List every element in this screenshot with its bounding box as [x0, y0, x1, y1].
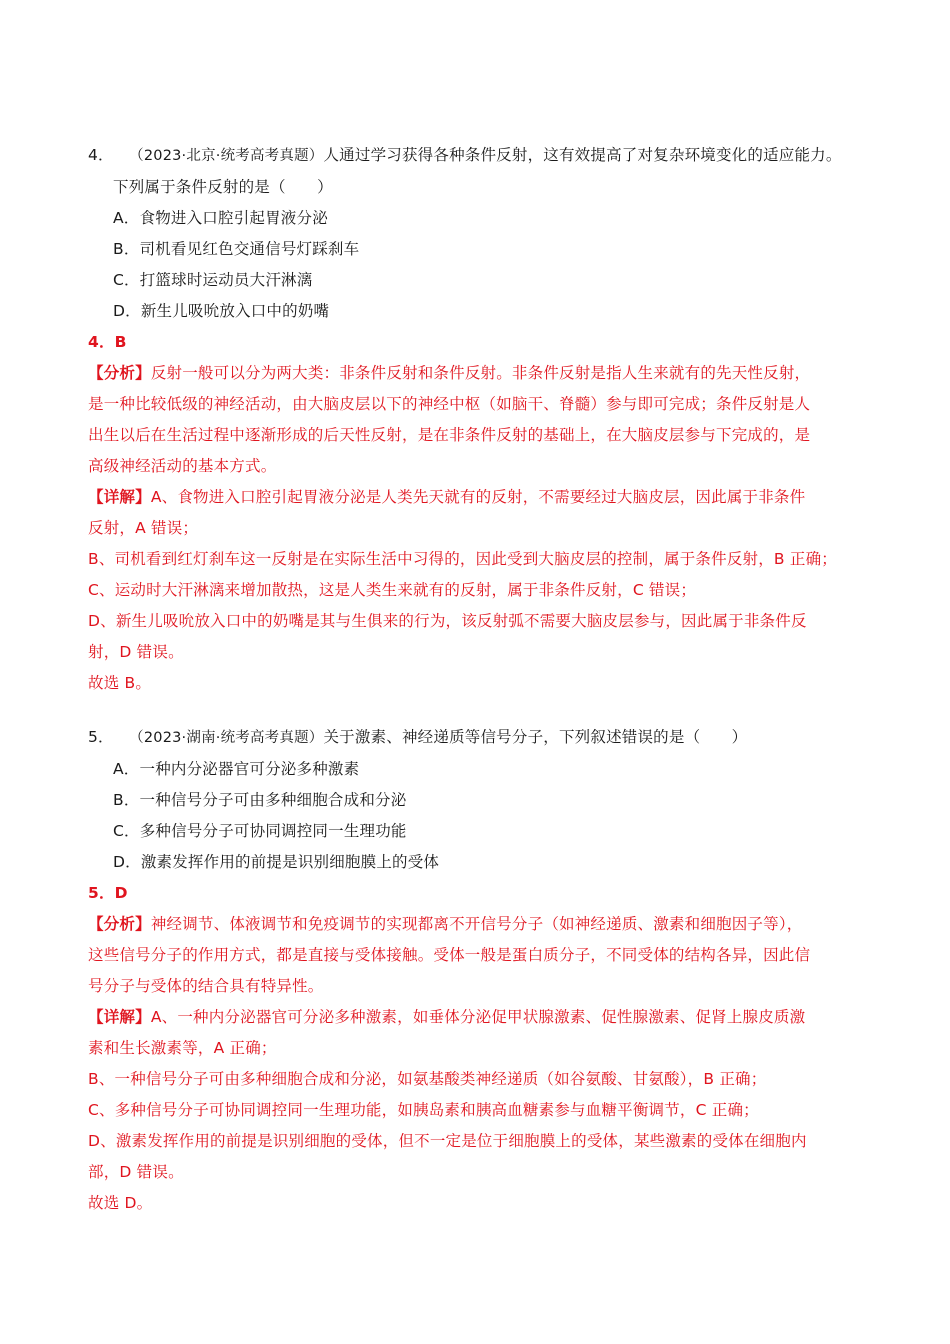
detail-line: B、一种信号分子可由多种细胞合成和分泌，如氨基酸类神经递质（如谷氨酸、甘氨酸），B 正确；	[88, 1070, 767, 1088]
question-stem: 4． （2023·北京·统考高考真题）人通过学习获得各种条件反射，这有效提高了对复杂环境变化的适应能力。	[88, 146, 842, 164]
option-c: C．多种信号分子可协同调控同一生理功能	[113, 822, 407, 840]
detail-line: D、激素发挥作用的前提是识别细胞的受体，但不一定是位于细胞膜上的受体，某些激素的受体在细胞内	[88, 1132, 807, 1150]
detail-line: C、多种信号分子可协同调控同一生理功能，如胰岛素和胰高血糖素参与血糖平衡调节，C 正确；	[88, 1101, 759, 1119]
question-4	[88, 140, 878, 699]
option-d: D．激素发挥作用的前提是识别细胞膜上的受体	[113, 853, 440, 871]
option-d: D．新生儿吸吮放入口中的奶嘴	[113, 302, 330, 320]
option-b: B．司机看见红色交通信号灯踩刹车	[113, 240, 360, 258]
analysis-line: 【分析】反射一般可以分为两大类：非条件反射和条件反射。非条件反射是指人生来就有的先天性反射，	[88, 364, 811, 382]
conclusion: 故选 B。	[88, 674, 152, 692]
question-5	[88, 722, 878, 1219]
question-stem-cont: 下列属于条件反射的是（ ）	[113, 178, 333, 196]
detail-line: 【详解】A、食物进入口腔引起胃液分泌是人类先天就有的反射，不需要经过大脑皮层，因此属于非条件	[88, 488, 806, 506]
detail-line: 素和生长激素等，A 正确；	[88, 1039, 277, 1057]
option-a: A．一种内分泌器官可分泌多种激素	[113, 760, 360, 778]
option-b: B．一种信号分子可由多种细胞合成和分泌	[113, 791, 407, 809]
answer: 5．D	[88, 884, 128, 902]
analysis-line: 号分子与受体的结合具有特异性。	[88, 977, 324, 995]
option-a: A．食物进入口腔引起胃液分泌	[113, 209, 328, 227]
analysis-line: 【分析】神经调节、体液调节和免疫调节的实现都离不开信号分子（如神经递质、激素和细胞因子等），	[88, 915, 803, 933]
detail-line: 射，D 错误。	[88, 643, 184, 661]
answer: 4．B	[88, 333, 127, 351]
question-stem: 5． （2023·湖南·统考高考真题）关于激素、神经递质等信号分子，下列叙述错误的是（ ）	[88, 728, 748, 746]
analysis-line: 出生以后在生活过程中逐渐形成的后天性反射，是在非条件反射的基础上，在大脑皮层参与下完成的，是	[88, 426, 811, 444]
analysis-line: 高级神经活动的基本方式。	[88, 457, 277, 475]
detail-line: 【详解】A、一种内分泌器官可分泌多种激素，如垂体分泌促甲状腺激素、促性腺激素、促肾上腺皮质激	[88, 1008, 806, 1026]
detail-line: D、新生儿吸吮放入口中的奶嘴是其与生俱来的行为，该反射弧不需要大脑皮层参与，因此属于非条件反	[88, 612, 807, 630]
detail-line: C、运动时大汗淋漓来增加散热，这是人类生来就有的反射，属于非条件反射，C 错误；	[88, 581, 697, 599]
detail-line: 反射，A 错误；	[88, 519, 199, 537]
detail-line: 部，D 错误。	[88, 1163, 184, 1181]
option-c: C．打篮球时运动员大汗淋漓	[113, 271, 313, 289]
detail-line: B、司机看到红灯刹车这一反射是在实际生活中习得的，因此受到大脑皮层的控制，属于条件反射，B 正确；	[88, 550, 837, 568]
analysis-line: 这些信号分子的作用方式，都是直接与受体接触。受体一般是蛋白质分子，不同受体的结构各异，因此信	[88, 946, 811, 964]
conclusion: 故选 D。	[88, 1194, 153, 1212]
analysis-line: 是一种比较低级的神经活动，由大脑皮层以下的神经中枢（如脑干、脊髓）参与即可完成；条件反射是人	[88, 395, 811, 413]
